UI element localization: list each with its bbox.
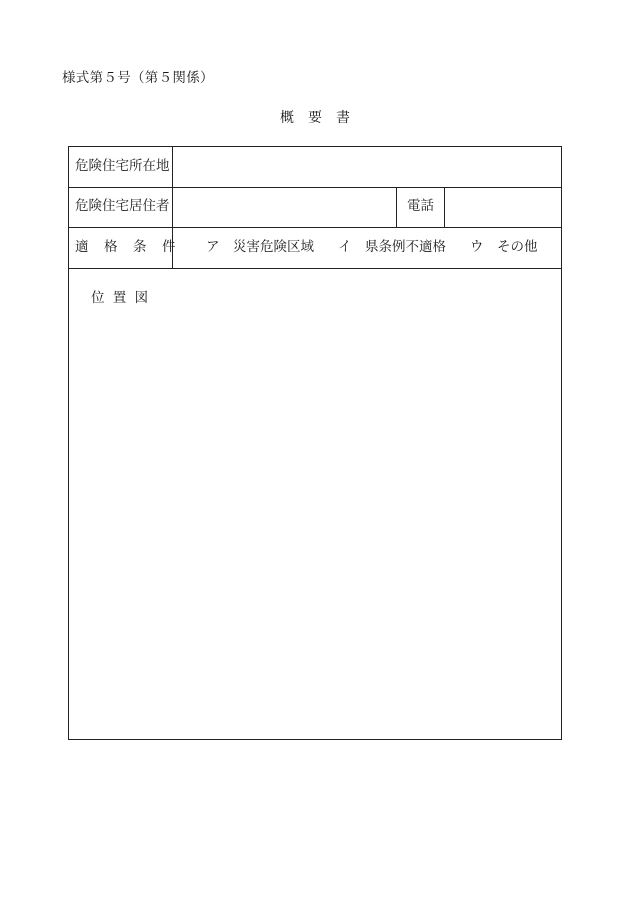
location-label: 危険住宅所在地	[75, 158, 170, 174]
resident-field[interactable]	[181, 200, 391, 216]
form-number: 様式第５号（第５関係）	[62, 70, 214, 86]
eligibility-option-ordinance-noncompliant[interactable]: イ 県条例不適格	[338, 239, 446, 255]
phone-field[interactable]	[451, 200, 555, 216]
row-divider-2	[69, 227, 561, 228]
document-title: 概 要 書	[280, 110, 350, 126]
row-divider-3	[69, 268, 561, 269]
phone-label-right-divider	[444, 187, 445, 227]
eligibility-label: 適 格 条 件	[75, 239, 177, 255]
eligibility-option-other[interactable]: ウ その他	[470, 239, 538, 255]
overview-form-table	[68, 146, 562, 740]
location-map-label: 位 置 図	[91, 290, 151, 306]
row-divider-1	[69, 187, 561, 188]
phone-label: 電話	[407, 198, 434, 214]
phone-label-left-divider	[396, 187, 397, 227]
eligibility-option-disaster-area[interactable]: ア 災害危険区域	[206, 239, 314, 255]
resident-label: 危険住宅居住者	[75, 198, 170, 214]
location-field[interactable]	[181, 160, 551, 176]
location-map-area[interactable]	[70, 317, 560, 737]
